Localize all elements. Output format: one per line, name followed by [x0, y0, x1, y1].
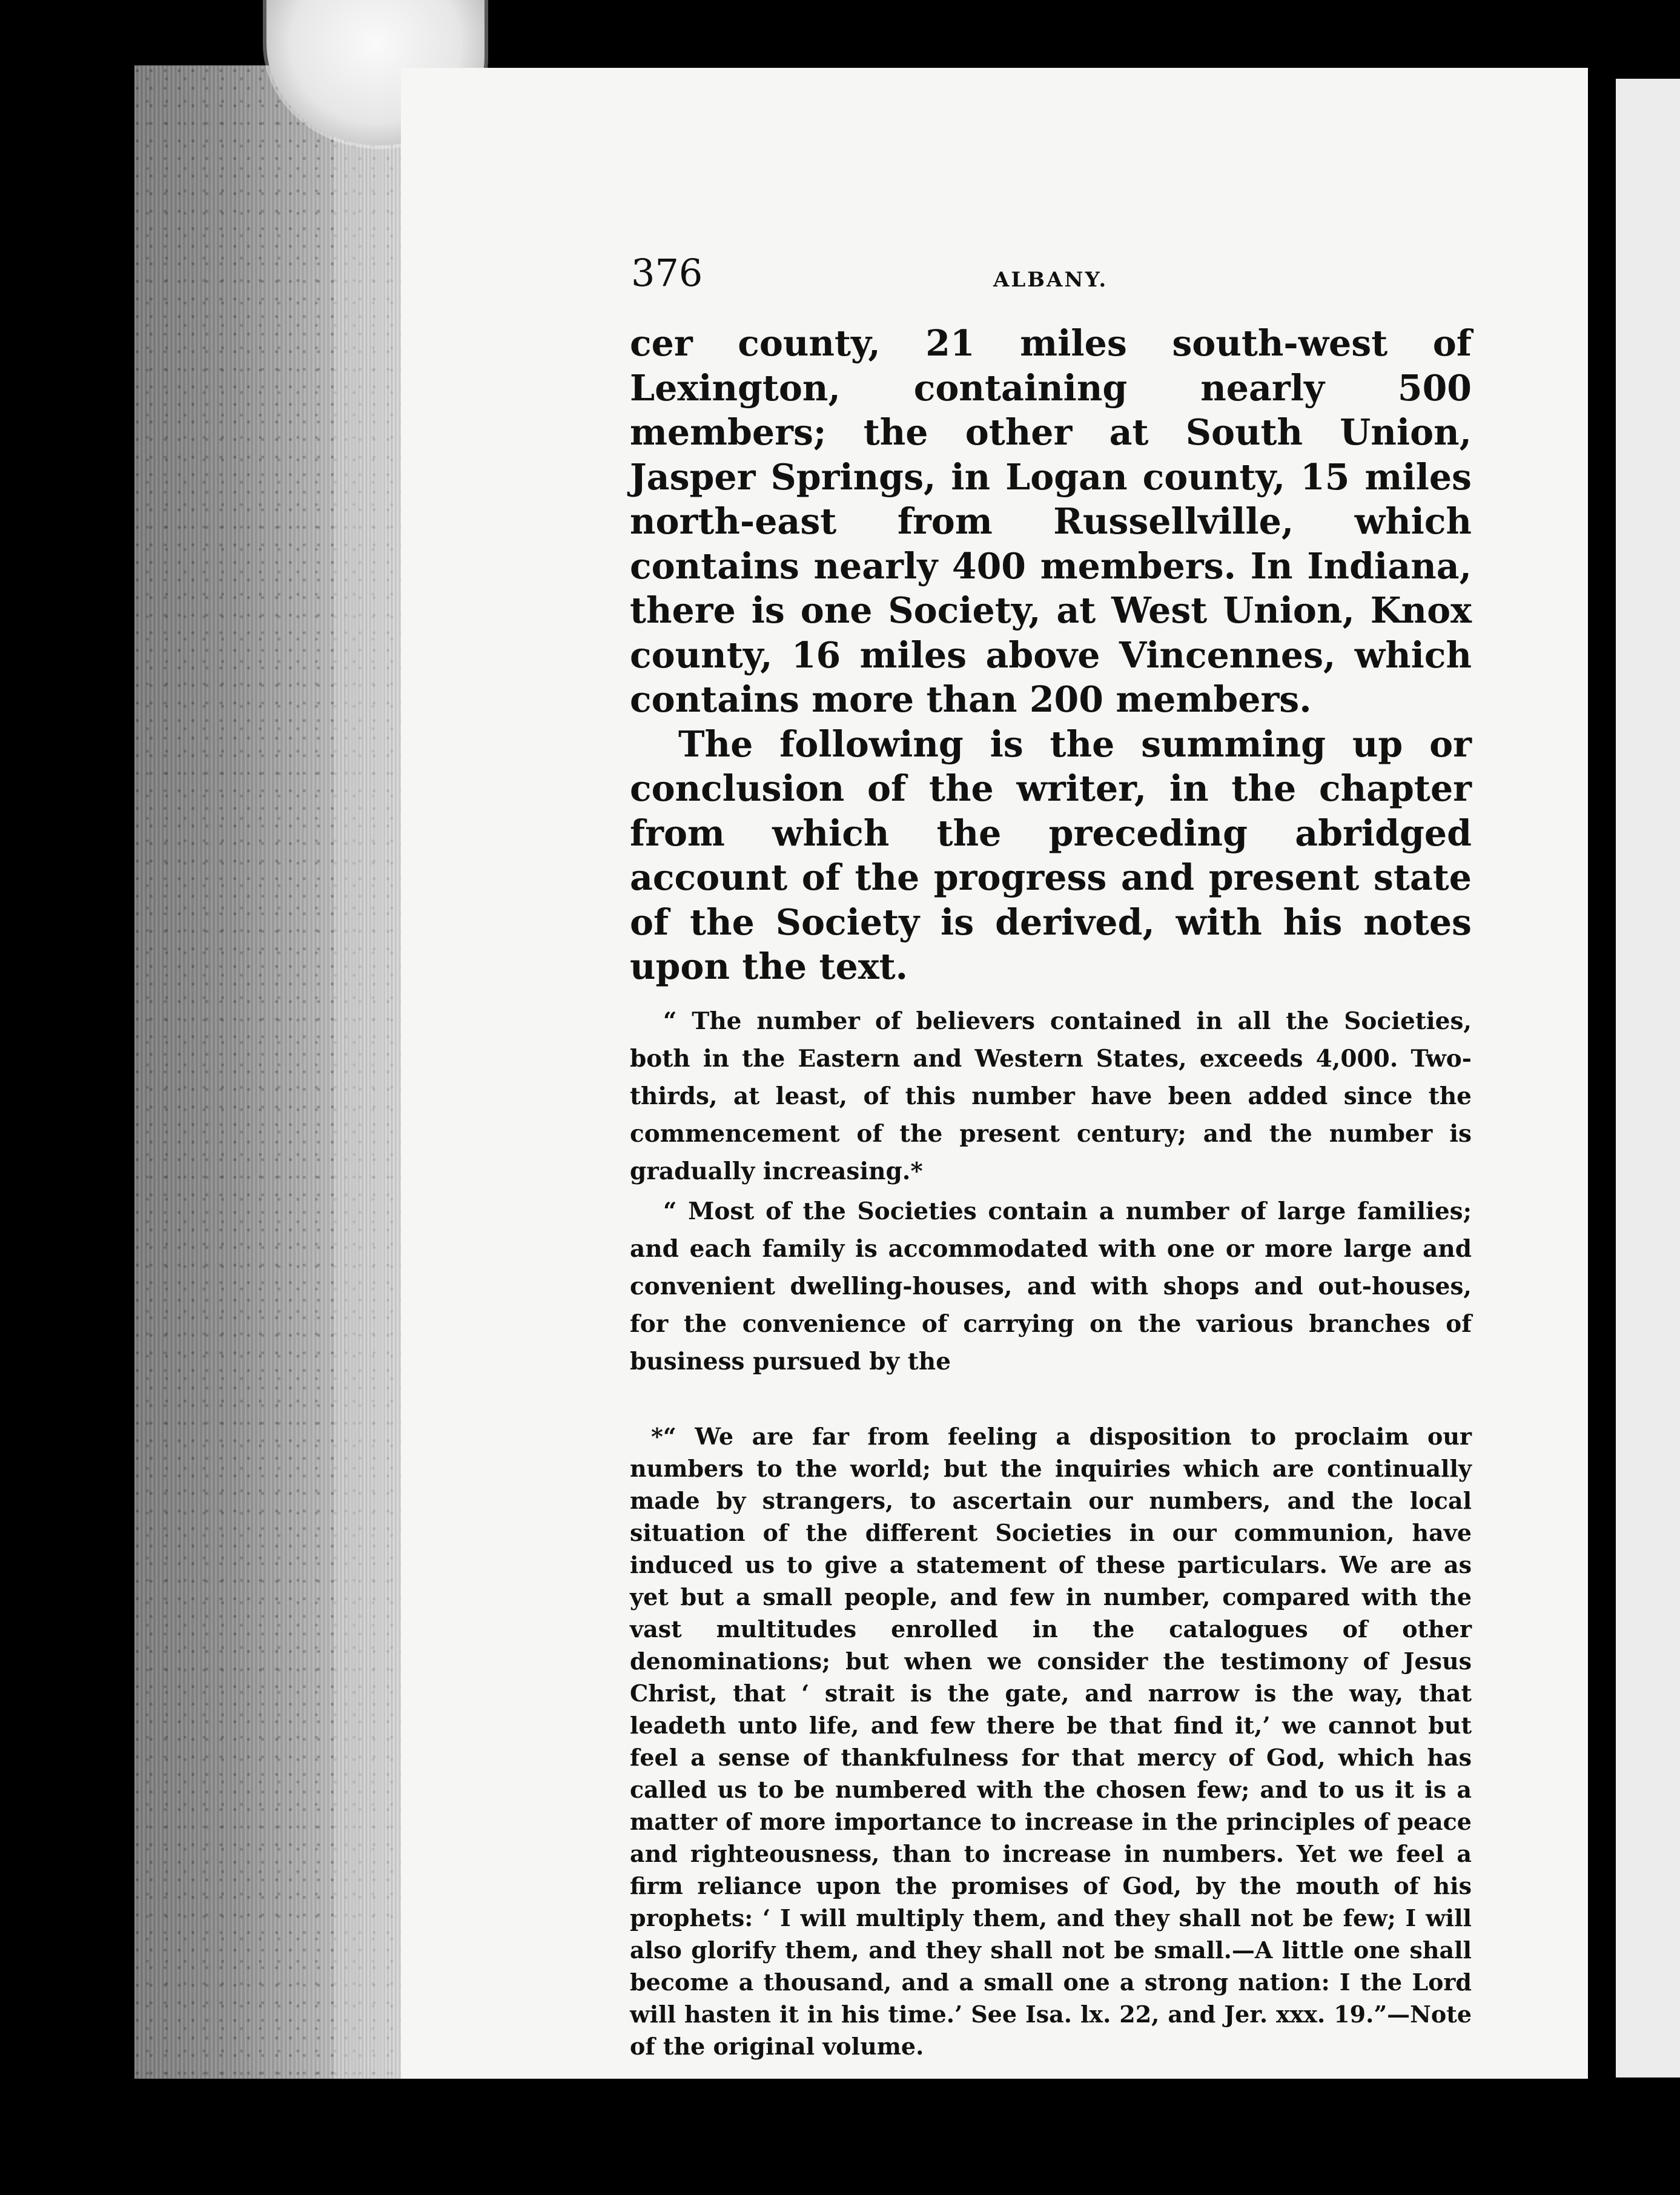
adjacent-page-edge	[1616, 79, 1680, 2077]
body-paragraph-2: The following is the summing up or conclusion of the writer, in the chapter from which the preceding abridged account of the progress and present state of the Society is derived, with his notes upon the text.	[630, 723, 1472, 987]
book-page-edges	[134, 65, 401, 2079]
page-content	[630, 251, 1472, 2062]
quoted-paragraph-1: “ The number of believers contained in all the Societies, both in the Eastern and Western States, exceeds 4,000. Two-thirds, at least, of this number have been added since the commencement of the present century; and the number is gradually increasing.*	[630, 1007, 1472, 1185]
running-head: ALBANY.	[993, 268, 1108, 292]
body-paragraph-1: cer county, 21 miles south-west of Lexington, containing nearly 500 members; the other at South Union, Jasper Springs, in Logan county, 15 miles north-east from Russellville, which contains nearly 400 members. In Indiana, there is one Society, at West Union, Knox county, 16 miles above Vincennes, which contains more than 200 members.	[630, 322, 1472, 720]
page-header	[630, 251, 1472, 321]
page-number: 376	[631, 251, 703, 295]
footnote: *“ We are far from feeling a disposition to proclaim our numbers to the world; but the inquiries which are continually made by strangers, to ascertain our numbers, and the local situation of the different Societies in our communion, have induced us to give a statement of these particulars. We are as yet but a small people, and few in number, compared with the vast multitudes enrolled in the catalogues of other denominations; but when we consider the testimony of Jesus Christ, that ‘ strait is the gate, and narrow is the way, that leadeth unto life, and few there be that find it,’ we cannot but feel a sense of thankfulness for that mercy of God, which has called us to be numbered with the chosen few; and to us it is a matter of more importance to increase in the principles of peace and righteousness, than to increase in numbers. Yet we feel a firm reliance upon the promises of God, by the mouth of his prophets: ‘ I will multiply them, and they shall not be few; I will also glorify them, and they shall not be small.—A little one shall become a thousand, and a small one a strong nation: I the Lord will hasten it in his time.’ See Isa. lx. 22, and Jer. xxx. 19.”—Note of the original volume.	[630, 1422, 1472, 2060]
quoted-paragraph-2: “ Most of the Societies contain a number of large families; and each family is accommodated with one or more large and convenient dwelling-houses, and with shops and out-houses, for the convenience of carrying on the various branches of business pursued by the	[630, 1197, 1472, 1376]
